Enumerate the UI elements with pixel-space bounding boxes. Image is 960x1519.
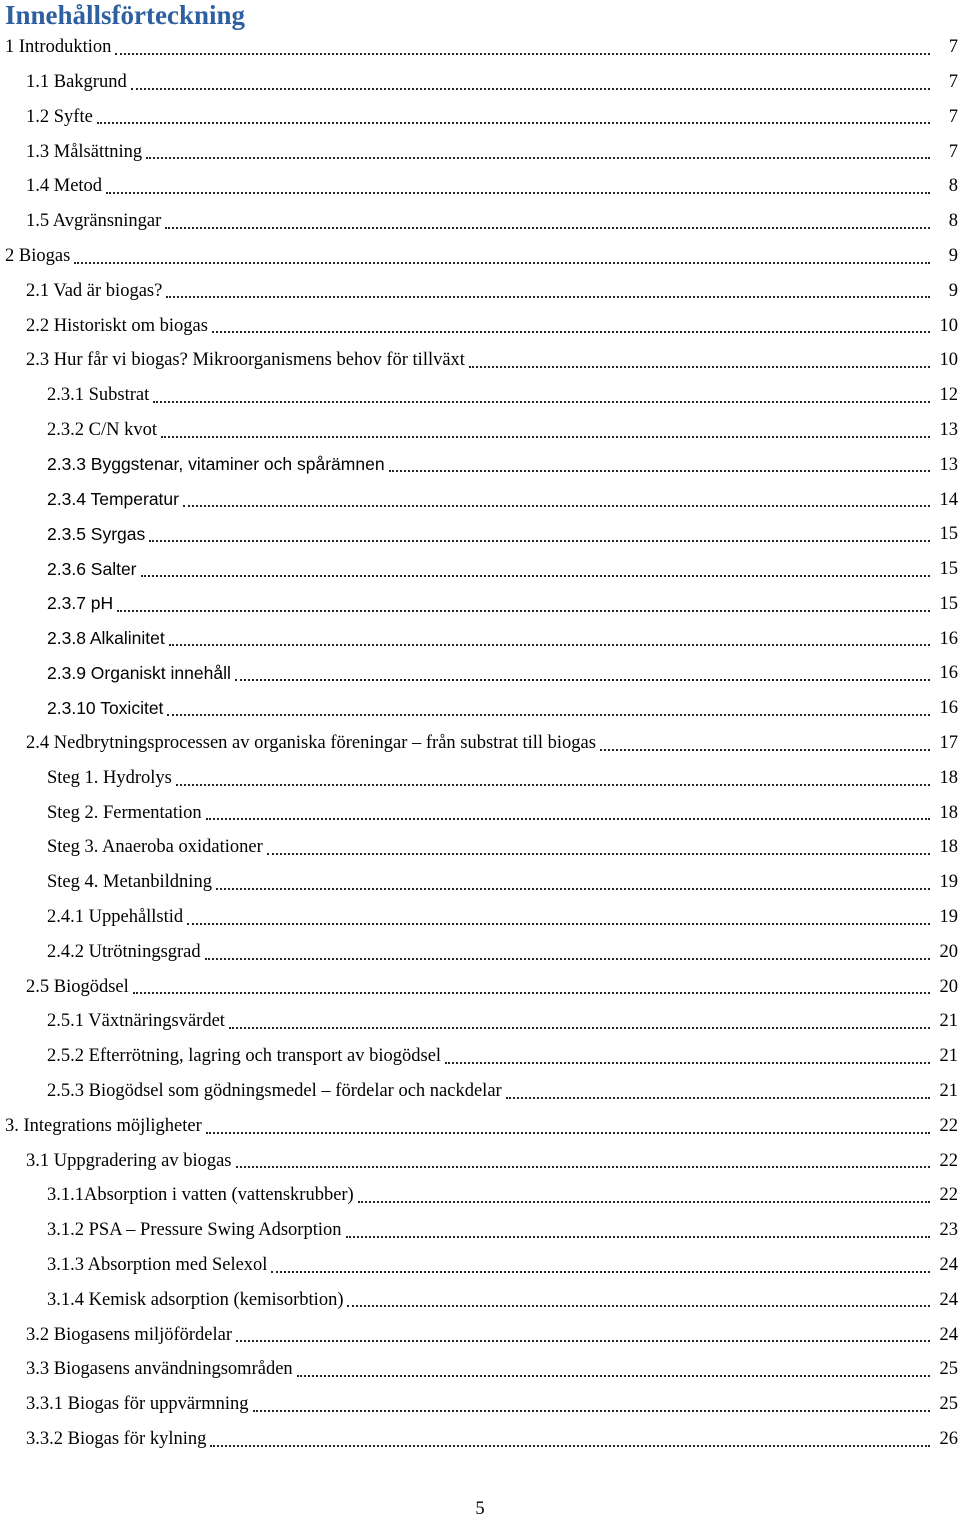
toc-dot-leader <box>445 1061 930 1064</box>
toc-entry-page: 21 <box>939 1011 958 1032</box>
toc-entry[interactable] <box>0 378 960 413</box>
toc-entry-page: 24 <box>939 1324 958 1345</box>
toc-dot-leader <box>297 1374 930 1377</box>
table-of-contents <box>0 30 960 1457</box>
toc-entry-label: 2.5.1 Växtnäringsvärdet <box>47 1011 225 1032</box>
toc-dot-leader <box>183 504 930 507</box>
toc-entry[interactable] <box>0 726 960 761</box>
toc-dot-leader <box>117 609 930 612</box>
toc-entry[interactable] <box>0 308 960 343</box>
toc-dot-leader <box>166 295 930 298</box>
toc-entry-label: 3.1.1Absorption i vatten (vattenskrubber) <box>47 1185 354 1206</box>
toc-entry[interactable] <box>0 413 960 448</box>
toc-dot-leader <box>469 365 930 368</box>
toc-entry[interactable] <box>0 1144 960 1179</box>
toc-entry-page: 22 <box>939 1185 958 1206</box>
toc-entry[interactable] <box>0 830 960 865</box>
toc-entry-label: 1.4 Metod <box>26 176 103 197</box>
toc-dot-leader <box>216 887 930 890</box>
toc-entry-label: 2.1 Vad är biogas? <box>26 280 163 301</box>
toc-entry-page: 15 <box>939 524 958 545</box>
toc-entry-label: 3. Integrations möjligheter <box>5 1115 202 1136</box>
toc-dot-leader <box>210 1444 930 1447</box>
toc-entry-label: 3.1.2 PSA – Pressure Swing Adsorption <box>47 1220 342 1241</box>
toc-entry-label: Steg 2. Fermentation <box>47 802 202 823</box>
toc-entry-page: 23 <box>939 1220 958 1241</box>
toc-entry-page: 16 <box>939 663 958 684</box>
toc-dot-leader <box>236 1339 930 1342</box>
toc-entry-label: 1.2 Syfte <box>26 106 93 127</box>
toc-entry-page: 13 <box>939 454 958 475</box>
toc-dot-leader <box>253 1409 931 1412</box>
toc-entry[interactable] <box>0 448 960 483</box>
toc-entry-label: 2.3.9 Organiskt innehåll <box>47 662 231 683</box>
toc-entry-page: 18 <box>939 837 958 858</box>
toc-entry-label: Steg 3. Anaeroba oxidationer <box>47 837 263 858</box>
toc-entry[interactable] <box>0 134 960 169</box>
toc-dot-leader <box>146 156 930 159</box>
toc-entry-page: 8 <box>948 176 958 197</box>
toc-entry[interactable] <box>0 656 960 691</box>
toc-entry-page: 18 <box>939 802 958 823</box>
toc-entry-label: 3.3.2 Biogas för kylning <box>26 1429 207 1450</box>
toc-dot-leader <box>346 1235 931 1238</box>
toc-entry[interactable] <box>0 1074 960 1109</box>
toc-entry-label: 2.3 Hur får vi biogas? Mikroorganismens behov för tillväxt <box>26 350 465 371</box>
toc-entry-label: 3.1 Uppgradering av biogas <box>26 1150 232 1171</box>
toc-dot-leader <box>161 435 930 438</box>
toc-entry-page: 10 <box>939 350 958 371</box>
toc-entry-page: 24 <box>939 1289 958 1310</box>
toc-heading: Innehållsförteckning <box>5 0 246 30</box>
toc-entry-label: 2.3.7 pH <box>47 593 114 614</box>
toc-entry[interactable] <box>0 1039 960 1074</box>
toc-entry[interactable] <box>0 1178 960 1213</box>
toc-entry-page: 21 <box>939 1081 958 1102</box>
toc-entry-label: 2.3.4 Temperatur <box>47 489 179 509</box>
toc-entry-label: 2.5 Biogödsel <box>26 976 129 997</box>
toc-entry-page: 20 <box>939 976 958 997</box>
toc-entry[interactable] <box>0 1004 960 1039</box>
toc-entry[interactable] <box>0 343 960 378</box>
toc-entry-label: 2.3.10 Toxicitet <box>47 697 164 718</box>
toc-entry[interactable] <box>0 1422 960 1457</box>
toc-dot-leader <box>212 330 930 333</box>
toc-dot-leader <box>506 1096 930 1099</box>
toc-entry[interactable] <box>0 1317 960 1352</box>
toc-entry[interactable] <box>0 1283 960 1318</box>
toc-entry-label: 3.2 Biogasens miljöfördelar <box>26 1324 233 1345</box>
toc-entry-label: 2.3.8 Alkalinitet <box>47 628 165 649</box>
toc-dot-leader <box>74 261 930 264</box>
toc-dot-leader <box>235 678 930 681</box>
toc-entry-page: 10 <box>939 315 958 336</box>
toc-entry-page: 7 <box>948 37 958 58</box>
toc-entry-page: 15 <box>939 559 958 580</box>
toc-entry[interactable] <box>0 865 960 900</box>
toc-dot-leader <box>358 1200 930 1203</box>
toc-entry-label: 2 Biogas <box>5 245 71 266</box>
toc-entry-page: 12 <box>939 385 958 406</box>
toc-entry[interactable] <box>0 900 960 935</box>
toc-dot-leader <box>600 748 930 751</box>
toc-entry-page: 9 <box>948 245 958 266</box>
toc-entry[interactable] <box>0 30 960 65</box>
toc-entry[interactable] <box>0 100 960 135</box>
toc-dot-leader <box>229 1026 930 1029</box>
toc-entry[interactable] <box>0 587 960 622</box>
toc-dot-leader <box>267 852 930 855</box>
toc-entry-label: 2.5.2 Efterrötning, lagring och transport av biogödsel <box>47 1046 442 1067</box>
toc-entry-label: 3.1.4 Kemisk adsorption (kemisorbtion) <box>47 1289 344 1310</box>
toc-entry-page: 7 <box>948 71 958 92</box>
toc-entry-page: 26 <box>939 1429 958 1450</box>
toc-dot-leader <box>167 713 930 716</box>
toc-dot-leader <box>169 643 930 646</box>
toc-dot-leader <box>131 87 930 90</box>
toc-dot-leader <box>206 1131 930 1134</box>
toc-entry-label: 1 Introduktion <box>5 37 112 58</box>
toc-dot-leader <box>133 991 930 994</box>
toc-entry-page: 16 <box>939 698 958 719</box>
toc-entry-label: 2.5.3 Biogödsel som gödningsmedel – fördelar och nackdelar <box>47 1081 502 1102</box>
toc-dot-leader <box>165 226 930 229</box>
toc-entry[interactable] <box>0 65 960 100</box>
toc-entry-page: 9 <box>948 280 958 301</box>
toc-entry-label: 2.3.3 Byggstenar, vitaminer och spårämnen <box>47 454 385 475</box>
toc-entry-page: 20 <box>939 941 958 962</box>
toc-entry-page: 8 <box>948 211 958 232</box>
toc-entry-page: 17 <box>939 733 958 754</box>
toc-entry[interactable] <box>0 552 960 587</box>
toc-entry[interactable] <box>0 935 960 970</box>
toc-dot-leader <box>271 1270 930 1273</box>
toc-entry[interactable] <box>0 1352 960 1387</box>
toc-dot-leader <box>141 574 931 577</box>
toc-entry[interactable] <box>0 970 960 1005</box>
toc-entry[interactable] <box>0 796 960 831</box>
toc-entry-label: 2.4.2 Utrötningsgrad <box>47 941 201 962</box>
toc-entry-page: 7 <box>948 106 958 127</box>
toc-entry-label: 3.3.1 Biogas för uppvärmning <box>26 1394 249 1415</box>
toc-dot-leader <box>115 52 930 55</box>
toc-entry-page: 19 <box>939 907 958 928</box>
toc-entry-page: 19 <box>939 872 958 893</box>
toc-entry-label: 2.4.1 Uppehållstid <box>47 907 184 928</box>
toc-entry[interactable] <box>0 482 960 517</box>
toc-entry-page: 25 <box>939 1394 958 1415</box>
toc-entry-label: 2.3.2 C/N kvot <box>47 419 157 440</box>
toc-entry-page: 14 <box>939 489 958 510</box>
toc-entry[interactable] <box>0 169 960 204</box>
toc-dot-leader <box>153 400 930 403</box>
toc-dot-leader <box>236 1165 930 1168</box>
toc-entry[interactable] <box>0 1109 960 1144</box>
toc-entry-label: 3.1.3 Absorption med Selexol <box>47 1255 268 1276</box>
toc-entry-label: 2.3.5 Syrgas <box>47 523 146 544</box>
toc-dot-leader <box>206 817 930 820</box>
toc-entry-label: 1.1 Bakgrund <box>26 71 127 92</box>
toc-dot-leader <box>187 922 930 925</box>
toc-entry-label: 1.3 Målsättning <box>26 141 143 162</box>
toc-entry[interactable] <box>0 517 960 552</box>
toc-entry-label: Steg 1. Hydrolys <box>47 767 172 788</box>
toc-entry-page: 15 <box>939 593 958 614</box>
toc-entry-label: Steg 4. Metanbildning <box>47 872 212 893</box>
toc-entry-label: 1.5 Avgränsningar <box>26 211 162 232</box>
toc-dot-leader <box>176 783 930 786</box>
toc-entry-page: 18 <box>939 767 958 788</box>
toc-entry[interactable] <box>0 691 960 726</box>
toc-dot-leader <box>205 957 930 960</box>
toc-dot-leader <box>149 539 930 542</box>
toc-entry[interactable] <box>0 1387 960 1422</box>
toc-entry-label: 2.3.6 Salter <box>47 558 137 579</box>
toc-entry[interactable] <box>0 622 960 657</box>
toc-entry-page: 7 <box>948 141 958 162</box>
toc-entry[interactable] <box>0 1213 960 1248</box>
toc-entry-page: 16 <box>939 628 958 649</box>
toc-dot-leader <box>389 469 930 472</box>
toc-entry-page: 24 <box>939 1255 958 1276</box>
toc-entry-label: 2.4 Nedbrytningsprocessen av organiska föreningar – från substrat till biogas <box>26 733 596 754</box>
toc-dot-leader <box>97 121 930 124</box>
toc-dot-leader <box>106 191 930 194</box>
toc-entry[interactable] <box>0 1248 960 1283</box>
toc-entry[interactable] <box>0 204 960 239</box>
toc-entry[interactable] <box>0 274 960 309</box>
toc-entry-page: 25 <box>939 1359 958 1380</box>
toc-entry-page: 21 <box>939 1046 958 1067</box>
toc-entry-label: 2.3.1 Substrat <box>47 385 150 406</box>
toc-dot-leader <box>347 1304 930 1307</box>
toc-entry-page: 22 <box>939 1150 958 1171</box>
toc-entry-page: 13 <box>939 419 958 440</box>
page-number: 5 <box>475 1499 485 1519</box>
toc-entry[interactable] <box>0 761 960 796</box>
toc-entry-label: 2.2 Historiskt om biogas <box>26 315 208 336</box>
toc-entry-label: 3.3 Biogasens användningsområden <box>26 1359 293 1380</box>
toc-entry-page: 22 <box>939 1115 958 1136</box>
toc-entry[interactable] <box>0 239 960 274</box>
